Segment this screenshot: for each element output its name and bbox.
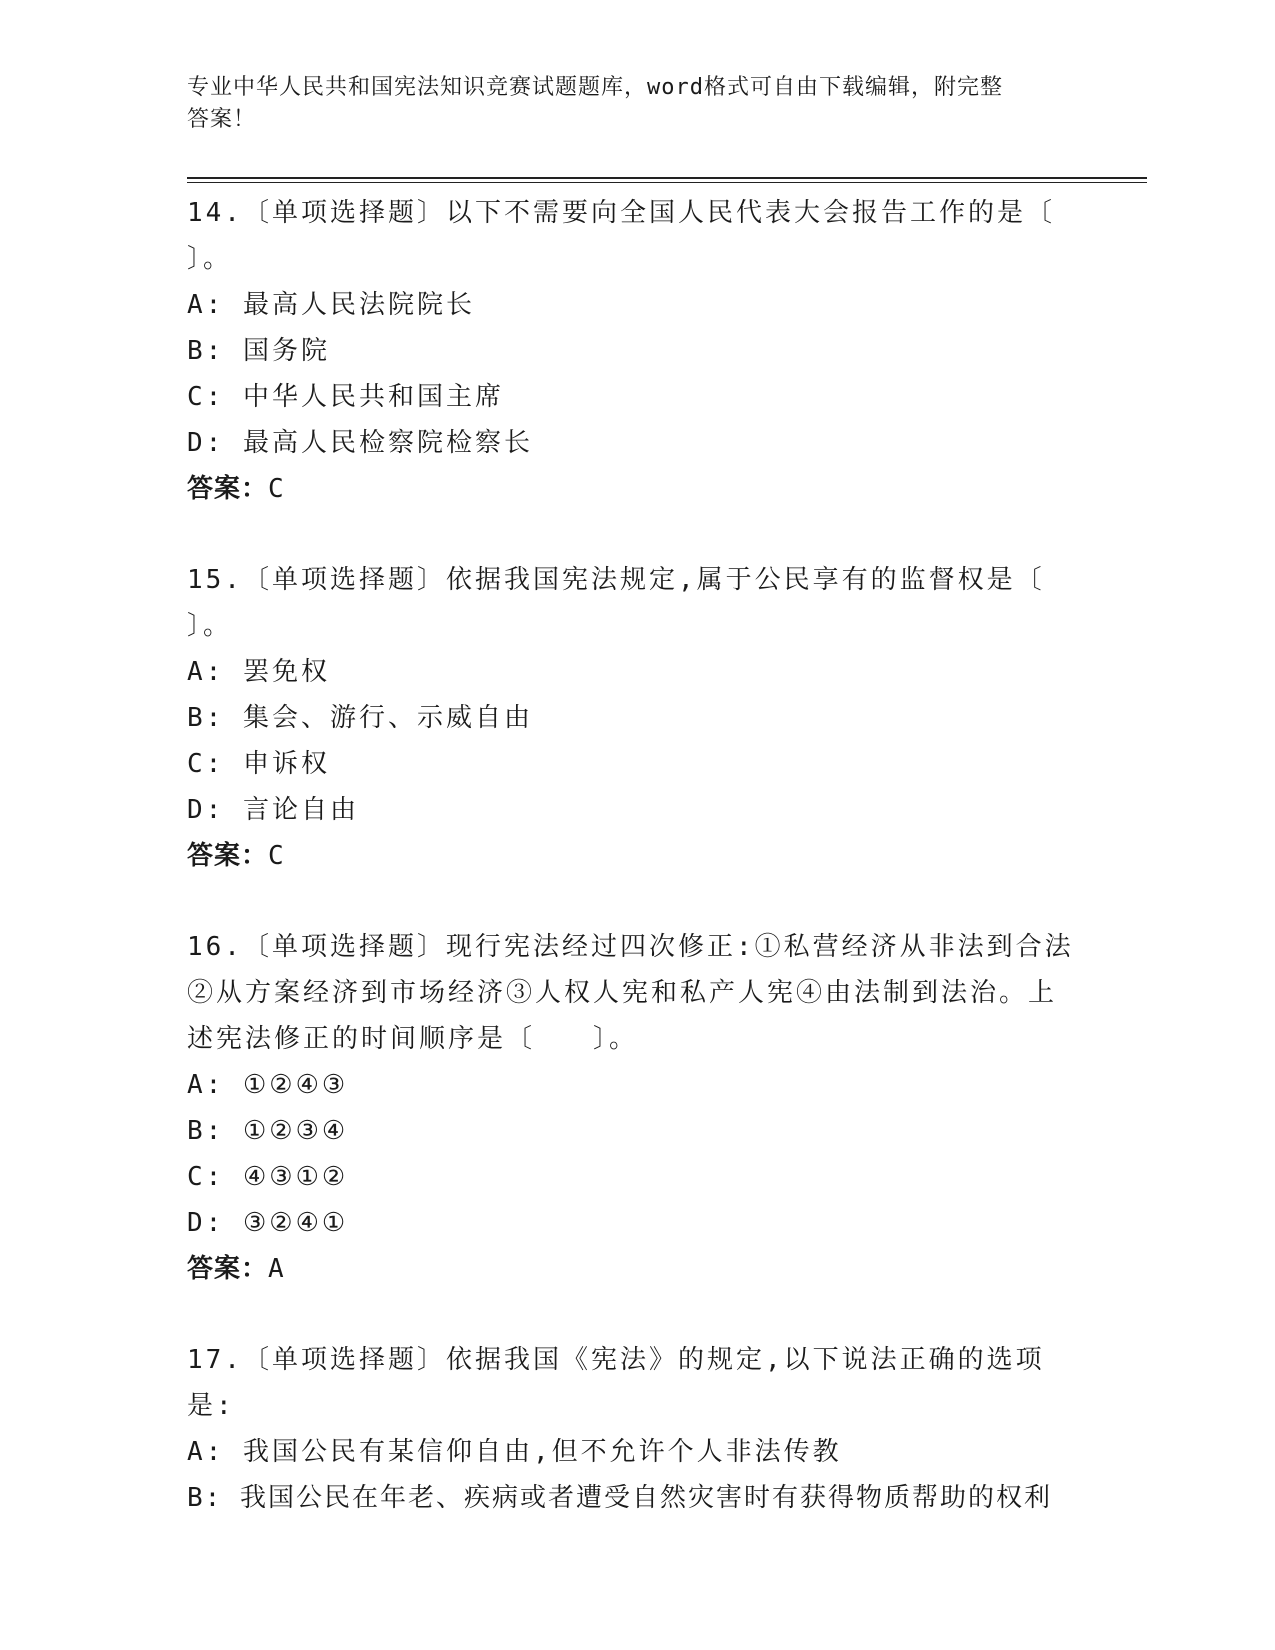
header-divider-thick — [187, 177, 1147, 179]
answer — [187, 833, 1087, 879]
option-d: D: 最高人民检察院检察长 — [187, 428, 533, 458]
header-divider-thin — [187, 182, 1147, 183]
question-17 — [187, 1337, 1087, 1521]
option-d: D: ③②④① — [187, 1208, 349, 1238]
option-a: A: 罢免权 — [187, 657, 330, 687]
option-b: B: 集会、游行、示威自由 — [187, 703, 533, 733]
question-16 — [187, 924, 1087, 1292]
answer — [187, 466, 1087, 512]
document-header — [187, 72, 1087, 136]
option-b: B: ①②③④ — [187, 1116, 349, 1146]
answer — [187, 1246, 1087, 1292]
option-a: A: 我国公民有某信仰自由,但不允许个人非法传教 — [187, 1437, 842, 1467]
answer-value: A — [268, 1254, 285, 1284]
option-a: A: ①②④③ — [187, 1070, 349, 1100]
option-c: C: ④③①② — [187, 1162, 349, 1192]
question-14 — [187, 190, 1087, 512]
answer-value: C — [268, 474, 285, 504]
question-stem: 15.〔单项选择题〕依据我国宪法规定,属于公民享有的监督权是〔 — [187, 565, 1045, 595]
question-list — [187, 190, 1087, 1566]
option-c: C: 申诉权 — [187, 749, 330, 779]
header-line-2: 答案！ — [187, 107, 257, 132]
option-d: D: 言论自由 — [187, 795, 359, 825]
answer-label: 答案： — [187, 1254, 269, 1284]
question-stem: 16.〔单项选择题〕现行宪法经过四次修正:①私营经济从非法到合法 — [187, 932, 1074, 962]
question-stem: 〕。 — [187, 611, 233, 641]
answer-label: 答案： — [187, 474, 269, 504]
question-stem: 14.〔单项选择题〕以下不需要向全国人民代表大会报告工作的是〔 — [187, 198, 1055, 228]
question-stem: ②从方案经济到市场经济③人权人宪和私产人宪④由法制到法治。上 — [187, 978, 1058, 1008]
question-15 — [187, 557, 1087, 879]
option-a: A: 最高人民法院院长 — [187, 290, 475, 320]
question-stem: 述宪法修正的时间顺序是〔 〕。 — [187, 1024, 639, 1054]
option-b: B: 国务院 — [187, 336, 330, 366]
option-c: C: 中华人民共和国主席 — [187, 382, 504, 412]
question-stem: 17.〔单项选择题〕依据我国《宪法》的规定,以下说法正确的选项是: — [187, 1345, 1045, 1421]
header-line-1: 专业中华人民共和国宪法知识竞赛试题题库，word格式可自由下载编辑，附完整 — [187, 75, 1003, 100]
answer-value: C — [268, 841, 285, 871]
option-b: B: 我国公民在年老、疾病或者遭受自然灾害时有获得物质帮助的权利 — [187, 1483, 1052, 1513]
question-stem: 〕。 — [187, 244, 233, 274]
answer-label: 答案： — [187, 841, 269, 871]
